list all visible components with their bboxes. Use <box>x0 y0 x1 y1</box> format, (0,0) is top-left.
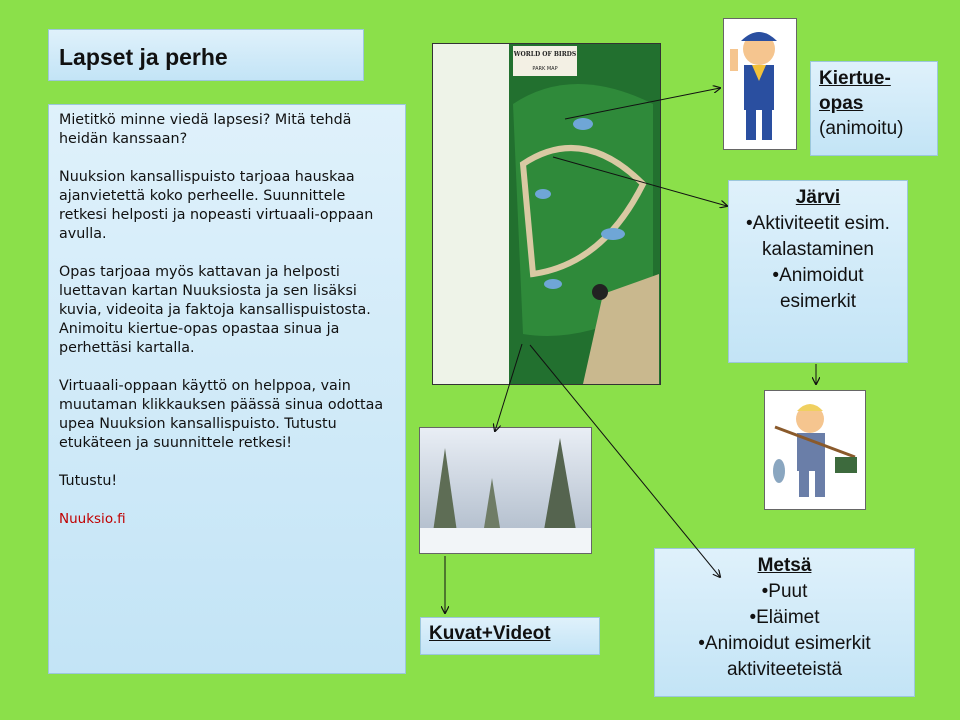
nuuksio-link[interactable]: Nuuksio.fi <box>59 511 126 527</box>
kuvat-videot-box[interactable]: Kuvat+Videot <box>420 617 600 655</box>
kiertue-sub: (animoitu) <box>819 118 904 139</box>
jarvi-heading: Järvi <box>795 187 841 208</box>
kiertue-heading: Kiertue-opas <box>819 68 891 114</box>
metsa-item-2: •Eläimet <box>749 607 820 628</box>
text-paragraph-5: Tutustu! <box>59 473 118 489</box>
jarvi-item-2: •Animoidut esimerkit <box>772 265 864 312</box>
metsa-heading: Metsä <box>757 555 812 576</box>
jarvi-item-1: •Aktiviteetit esim. kalastaminen <box>746 213 890 260</box>
text-paragraph-2: Nuuksion kansallispuisto tarjoaa hauskaa ajanvietettä koko perheelle. Suunnittele retkesi helposti ja nopeasti virtuaali-oppaan avulla. <box>59 169 374 242</box>
map-subtitle: PARK MAP <box>532 66 558 72</box>
metsa-item-1: •Puut <box>761 581 808 602</box>
text-paragraph-3: Opas tarjoaa myös kattavan ja helposti luettavan kartan Nuuksiosta ja sen lisäksi kuvia, videoita ja faktoja kansallispuistosta. Animoitu kiertue-opas opastaa sinua ja perhettäsi kartalla. <box>59 264 371 356</box>
page-title: Lapset ja perhe <box>59 44 228 70</box>
metsa-item-3: •Animoidut esimerkit aktiviteeteistä <box>698 633 871 680</box>
text-paragraph-4: Virtuaali-oppaan käyttö on helppoa, vain muutaman klikkauksen päässä sinua odottaa upea Nuuksion kansallispuisto. Tutustu etukäteen ja suunnittele retkesi! <box>59 378 384 451</box>
text-paragraph-1: Mietitkö minne viedä lapsesi? Mitä tehdä heidän kanssaan? <box>59 112 352 147</box>
map-title: WORLD OF BIRDS <box>513 51 577 58</box>
